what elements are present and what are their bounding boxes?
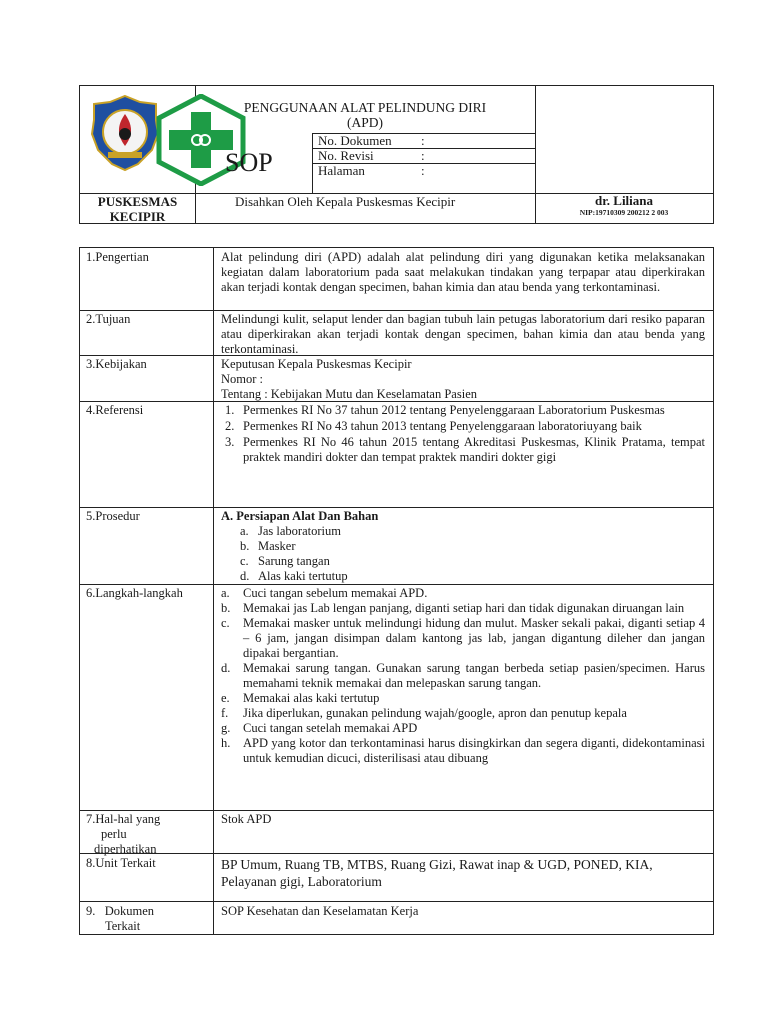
list-text: Jika diperlukan, gunakan pelindung wajah/google, apron dan penutup kepala [243,706,627,720]
list-number: c. [240,554,249,568]
list-text: APD yang kotor dan terkontaminasi harus disingkirkan dan segera diganti, didekontaminasi untuk kemudian dicuci, disterilisasi atau dibuang [243,736,705,765]
list-number: g. [221,721,231,735]
dokumen-label-line: 9. Dokumen [86,904,155,918]
pengertian-label: 1.Pengertian [86,250,149,264]
pengertian-text: Alat pelindung diri (APD) adalah alat pelindung diri yang digunakan ketika melaksanakan kegiatan dalam laboratorium pada saat melakukan tindakan yang terpapar atau diperkirakan akan terjadi kontak dengan specimen, bahan kimia dan atau benda yang terkontaminasi. [221,250,705,294]
tujuan-label: 2.Tujuan [86,312,131,326]
meta-sep: : [421,163,425,178]
list-item [221,419,705,434]
list-number: b. [240,539,250,553]
list-number: 1. [225,403,235,417]
meta-label: No. Dokumen [318,133,392,148]
meta-label: No. Revisi [318,148,374,163]
kebijakan-line: Tentang : Kebijakan Mutu dan Keselamatan Pasien [221,387,477,401]
list-item [221,616,705,661]
meta-sep: : [421,148,425,163]
meta-sep: : [421,133,425,148]
list-item [221,706,705,721]
list-item [221,435,705,465]
list-number: d. [240,569,250,583]
dokumen-text: SOP Kesehatan dan Keselamatan Kerja [221,904,419,918]
kebijakan-line: Keputusan Kepala Puskesmas Kecipir [221,357,412,371]
hal-label-line: 7.Hal-hal yang [86,812,161,826]
list-number: h. [221,736,231,750]
list-number: 3. [225,435,235,449]
organization-name [80,194,195,224]
list-text: Memakai sarung tangan. Gunakan sarung tangan berbeda setiap pasien/specimen. Harus memahami teknik memakai dan melepaskan sarung tangan. [243,661,705,690]
list-text: Memakai jas Lab lengan panjang, diganti setiap hari dan tidak digunakan diruangan lain [243,601,685,615]
approval-text: Disahkan Oleh Kepala Puskesmas Kecipir [235,194,456,209]
puskesmas-emblem-icon [90,94,160,174]
list-item [221,661,705,691]
meta-label: Halaman [318,163,365,178]
referensi-list [221,403,705,466]
hal-label [86,812,160,857]
list-number: a. [240,524,249,538]
list-text: Alas kaki tertutup [258,569,348,583]
unit-text: BP Umum, Ruang TB, MTBS, Ruang Gizi, Rawat inap & UGD, PONED, KIA, Pelayanan gigi, Laboratorium [221,857,653,889]
signer-name: dr. Liliana [594,193,654,208]
signer-nip: NIP:19710309 200212 2 003 [579,208,669,217]
list-number: b. [221,601,231,615]
title-line-2: (APD) [347,115,383,130]
content-table [79,247,714,935]
kebijakan-text [221,357,705,402]
list-text: Cuci tangan setelah memakai APD [243,721,418,735]
list-item [240,554,705,569]
list-number: a. [221,586,230,600]
list-number: c. [221,616,230,630]
list-item [240,539,705,554]
list-item [221,691,705,706]
list-text: Permenkes RI No 43 tahun 2013 tentang Penyelenggaraan laboratoriuyang baik [243,419,642,433]
list-text: Permenkes RI No 46 tahun 2015 tentang Akreditasi Puskesmas, Klinik Pratama, tempat praktek mandiri dokter dan tempat praktek mandiri dokter gigi [243,435,705,464]
list-number: e. [221,691,230,705]
prosedur-content [221,509,705,584]
list-text: Cuci tangan sebelum memakai APD. [243,586,428,600]
langkah-list [221,586,705,766]
list-number: 2. [225,419,235,433]
unit-label: 8.Unit Terkait [86,856,156,870]
list-text: Permenkes RI No 37 tahun 2012 tentang Penyelenggaraan Laboratorium Puskesmas [243,403,665,417]
meta-row-revisi [318,149,528,163]
document-title [220,100,510,130]
sop-label: SOP [225,148,273,177]
list-item [221,403,705,418]
list-text: Sarung tangan [258,554,330,568]
header-table [79,85,714,224]
list-text: Memakai alas kaki tertutup [243,691,380,705]
meta-row-halaman [318,164,528,178]
langkah-label: 6.Langkah-langkah [86,586,183,600]
list-item [240,524,705,539]
kebijakan-line: Nomor : [221,372,264,386]
referensi-label: 4.Referensi [86,403,144,417]
list-text: Jas laboratorium [258,524,341,538]
tujuan-text: Melindungi kulit, selaput lender dan bagian tubuh lain petugas laboratorium dari resiko paparan atau diperkirakan akan terjadi kontak dengan specimen, bahan kimia dan atau benda yang terkontaminasi. [221,312,705,356]
list-number: d. [221,661,231,675]
list-text: Masker [258,539,296,553]
dokumen-label-line: Terkait [105,919,141,933]
org-line-2: KECIPIR [109,209,166,224]
list-number: f. [221,706,229,720]
org-line-1: PUSKESMAS [97,194,178,209]
list-item [221,601,705,616]
title-line-1: PENGGUNAAN ALAT PELINDUNG DIRI [243,100,487,115]
prosedur-heading: A. Persiapan Alat Dan Bahan [221,509,379,523]
hal-text: Stok APD [221,812,272,826]
list-text: Memakai masker untuk melindungi hidung dan mulut. Masker sekali pakai, diganti setiap 4 – 6 jam, jangan disimpan dalam kantong jas lab, jangan digantung dileher dan jangan dipakai bergantian. [243,616,705,660]
dokumen-label [86,904,154,934]
hal-label-line: diperhatikan [94,842,157,856]
list-item [221,586,705,601]
prosedur-label: 5.Prosedur [86,509,140,523]
hal-label-line: perlu [101,827,127,841]
list-item [240,569,705,584]
signer-block [535,194,713,218]
list-item [221,721,705,736]
kebijakan-label: 3.Kebijakan [86,357,147,371]
list-item [221,736,705,766]
meta-row-dokumen [318,134,528,148]
